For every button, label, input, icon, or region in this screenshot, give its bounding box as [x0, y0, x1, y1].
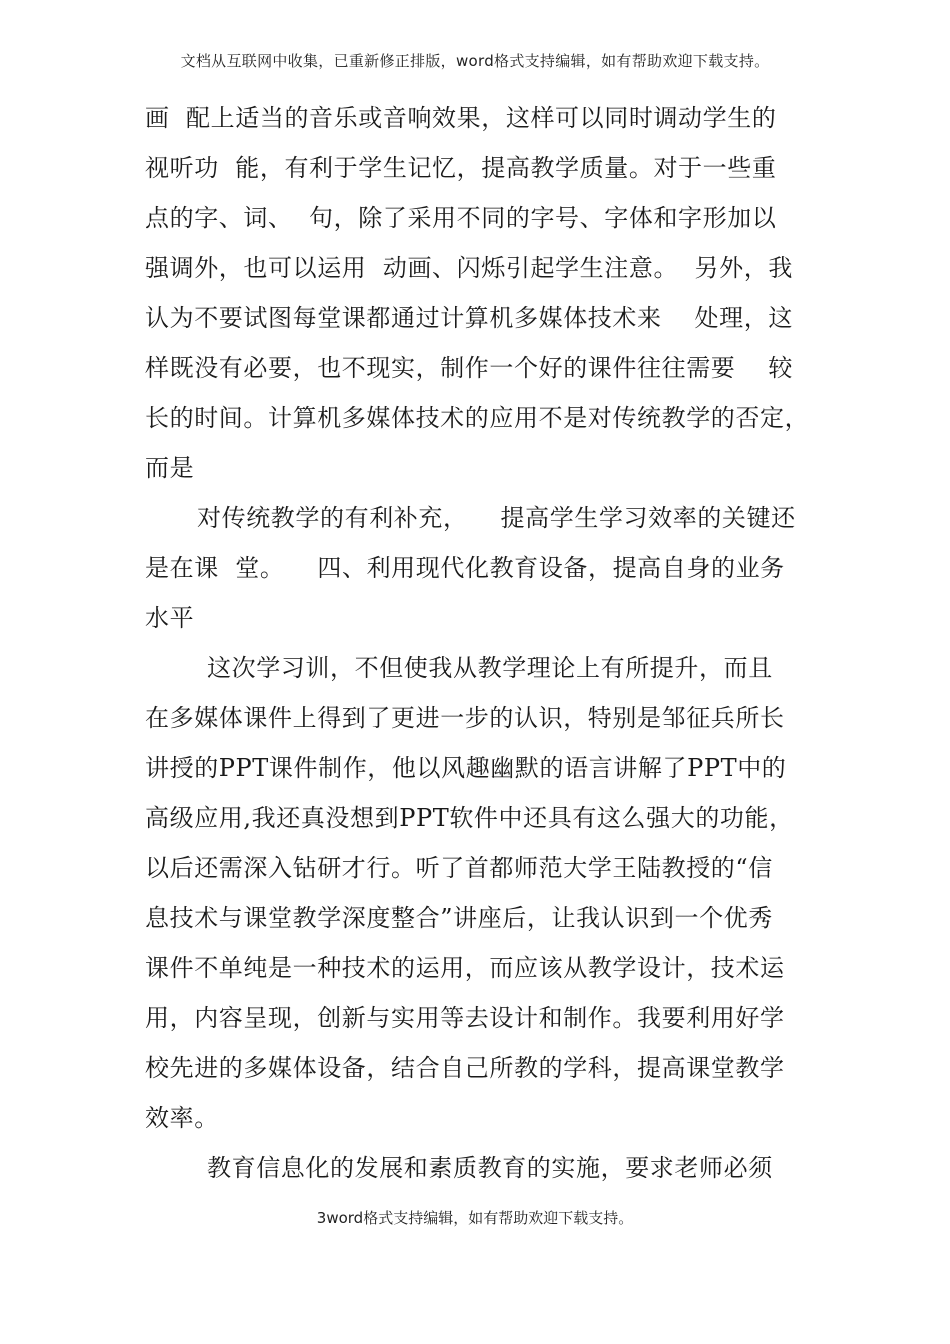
body-line: 讲授的PPT课件制作，他以风趣幽默的语言讲解了PPT中的 — [145, 754, 787, 782]
body-line: 教育信息化的发展和素质教育的实施，要求老师必须 — [207, 1154, 773, 1182]
body-line: 长的时间。计算机多媒体技术的应用不是对传统教学的否定， — [145, 404, 810, 432]
body-line: 样既没有必要，也不现实，制作一个好的课件往往需要 较 — [145, 354, 793, 382]
body-line: 是在课 堂。 四、利用现代化教育设备，提高自身的业务 — [145, 554, 785, 582]
body-line: 水平 — [145, 604, 195, 632]
body-line: 认为不要试图每堂课都通过计算机多媒体技术来 处理，这 — [145, 304, 793, 332]
page-header: 文档从互联网中收集，已重新修正排版，word格式支持编辑，如有帮助欢迎下载支持。 — [180, 52, 770, 70]
body-line: 以后还需深入钻研才行。听了首都师范大学王陆教授的“信 — [145, 854, 773, 882]
body-line: 课件不单纯是一种技术的运用，而应该从教学设计，技术运 — [145, 954, 785, 982]
body-line: 点的字、词、 句，除了采用不同的字号、字体和字形加以 — [145, 204, 777, 232]
body-line: 这次学习训，不但使我从教学理论上有所提升，而且 — [207, 654, 773, 682]
body-line: 高级应用,我还真没想到PPT软件中还具有这么强大的功能， — [145, 804, 794, 832]
document-body — [145, 96, 825, 1196]
body-line: 而是 — [145, 454, 195, 482]
body-line: 用，内容呈现，创新与实用等去设计和制作。我要利用好学 — [145, 1004, 785, 1032]
body-line: 效率。 — [145, 1104, 219, 1132]
body-line: 息技术与课堂教学深度整合”讲座后，让我认识到一个优秀 — [145, 904, 773, 932]
body-line: 在多媒体课件上得到了更进一步的认识，特别是邹征兵所长 — [145, 704, 785, 732]
body-line: 强调外，也可以运用 动画、闪烁引起学生注意。 另外，我 — [145, 254, 793, 282]
body-line: 对传统教学的有利补充， 提高学生学习效率的关键还 — [197, 504, 796, 532]
body-line: 校先进的多媒体设备，结合自己所教的学科，提高课堂教学 — [145, 1054, 785, 1082]
body-line: 视听功 能，有利于学生记忆，提高教学质量。对于一些重 — [145, 154, 777, 182]
body-line: 画 配上适当的音乐或音响效果，这样可以同时调动学生的 — [145, 104, 777, 132]
page-footer: 3word格式支持编辑，如有帮助欢迎下载支持。 — [316, 1209, 634, 1227]
